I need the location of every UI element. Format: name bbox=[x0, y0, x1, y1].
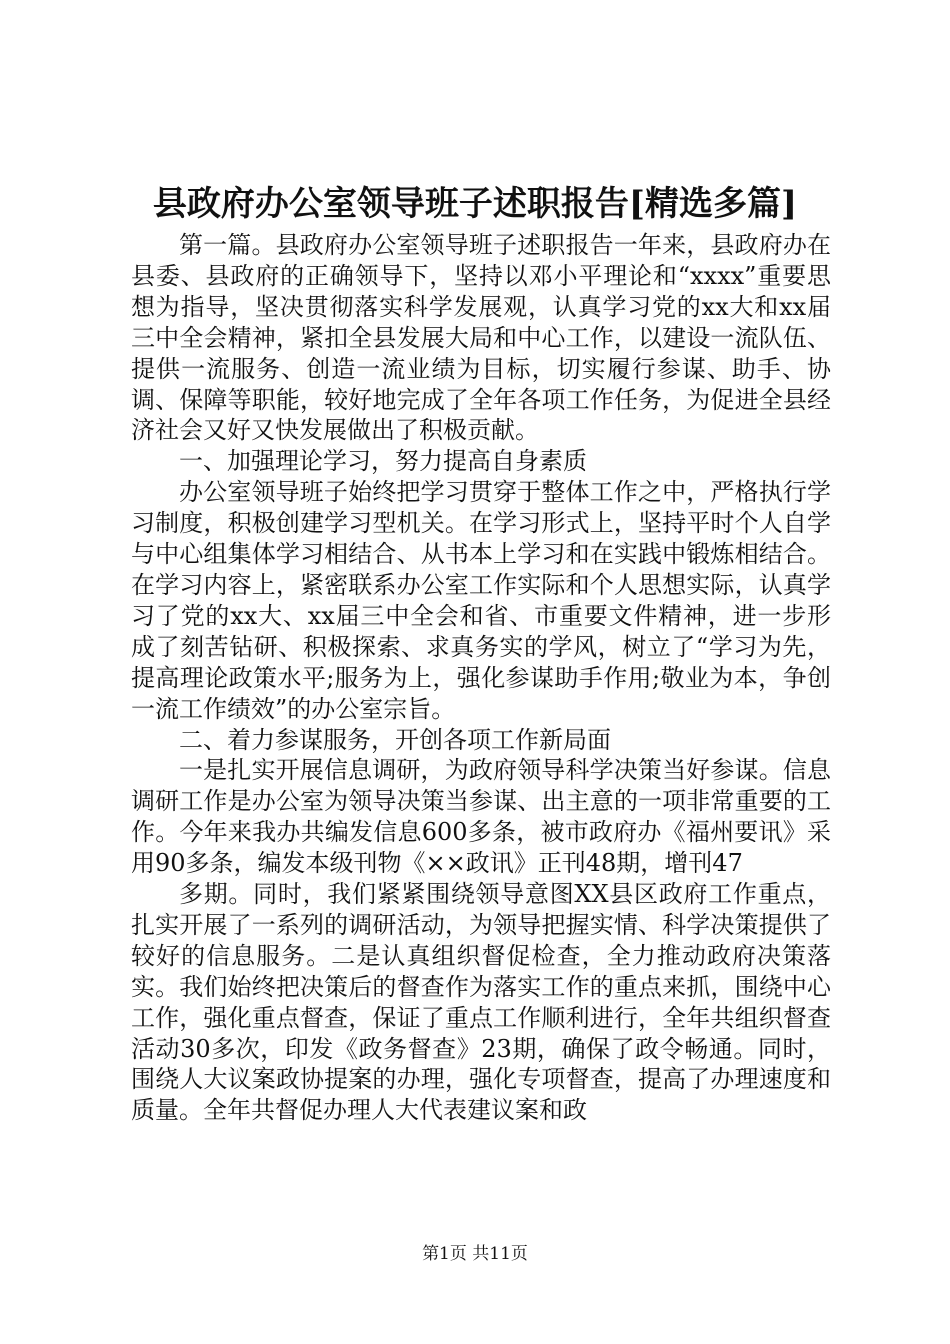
paragraph-study: 办公室领导班子始终把学习贯穿于整体工作之中，严格执行学习制度，积极创建学习型机关。在学习形式上，坚持平时个人自学与中心组集体学习相结合、从书本上学习和在实践中锻炼相结合。在学习内容上，紧密联系办公室工作实际和个人思想实际，认真学习了党的xx大、xx届三中全会和省、市重要文件精神，进一步形成了刻苦钻研、积极探索、求真务实的学风，树立了“学习为先，提高理论政策水平;服务为上，强化参谋助手作用;敬业为本，争创一流工作绩效”的办公室宗旨。 bbox=[131, 478, 831, 723]
paragraph-research: 一是扎实开展信息调研，为政府领导科学决策当好参谋。信息调研工作是办公室为领导决策当参谋、出主意的一项非常重要的工作。今年来我办共编发信息600多条，被市政府办《福州要讯》采用90多条，编发本级刊物《××政讯》正刊48期，增刊47 bbox=[131, 756, 831, 878]
paragraph-supervision: 多期。同时，我们紧紧围绕领导意图XX县区政府工作重点，扎实开展了一系列的调研活动，为领导把握实情、科学决策提供了较好的信息服务。二是认真组织督促检查，全力推动政府决策落实。我们始终把决策后的督查作为落实工作的重点来抓，围绕中心工作，强化重点督查，保证了重点工作顺利进行，全年共组织督查活动30多次，印发《政务督查》23期，确保了政令畅通。同时，围绕人大议案政协提案的办理，强化专项督查，提高了办理速度和质量。全年共督促办理人大代表建议案和政 bbox=[131, 880, 831, 1125]
section-heading-2: 二、着力参谋服务，开创各项工作新局面 bbox=[179, 725, 611, 754]
document-title: 县政府办公室领导班子述职报告[精选多篇] bbox=[152, 184, 798, 224]
page-footer: 第1页 共11页 bbox=[422, 1244, 528, 1264]
paragraph-intro: 第一篇。县政府办公室领导班子述职报告一年来，县政府办在县委、县政府的正确领导下，坚持以邓小平理论和“xxxx”重要思想为指导，坚决贯彻落实科学发展观，认真学习党的xx大和xx届三中全会精神，紧扣全县发展大局和中心工作，以建设一流队伍、提供一流服务、创造一流业绩为目标，切实履行参谋、助手、协调、保障等职能，较好地完成了全年各项工作任务，为促进全县经济社会又好又快发展做出了积极贡献。 bbox=[131, 231, 831, 445]
document-body bbox=[131, 230, 831, 1126]
section-heading-1: 一、加强理论学习，努力提高自身素质 bbox=[179, 447, 587, 476]
